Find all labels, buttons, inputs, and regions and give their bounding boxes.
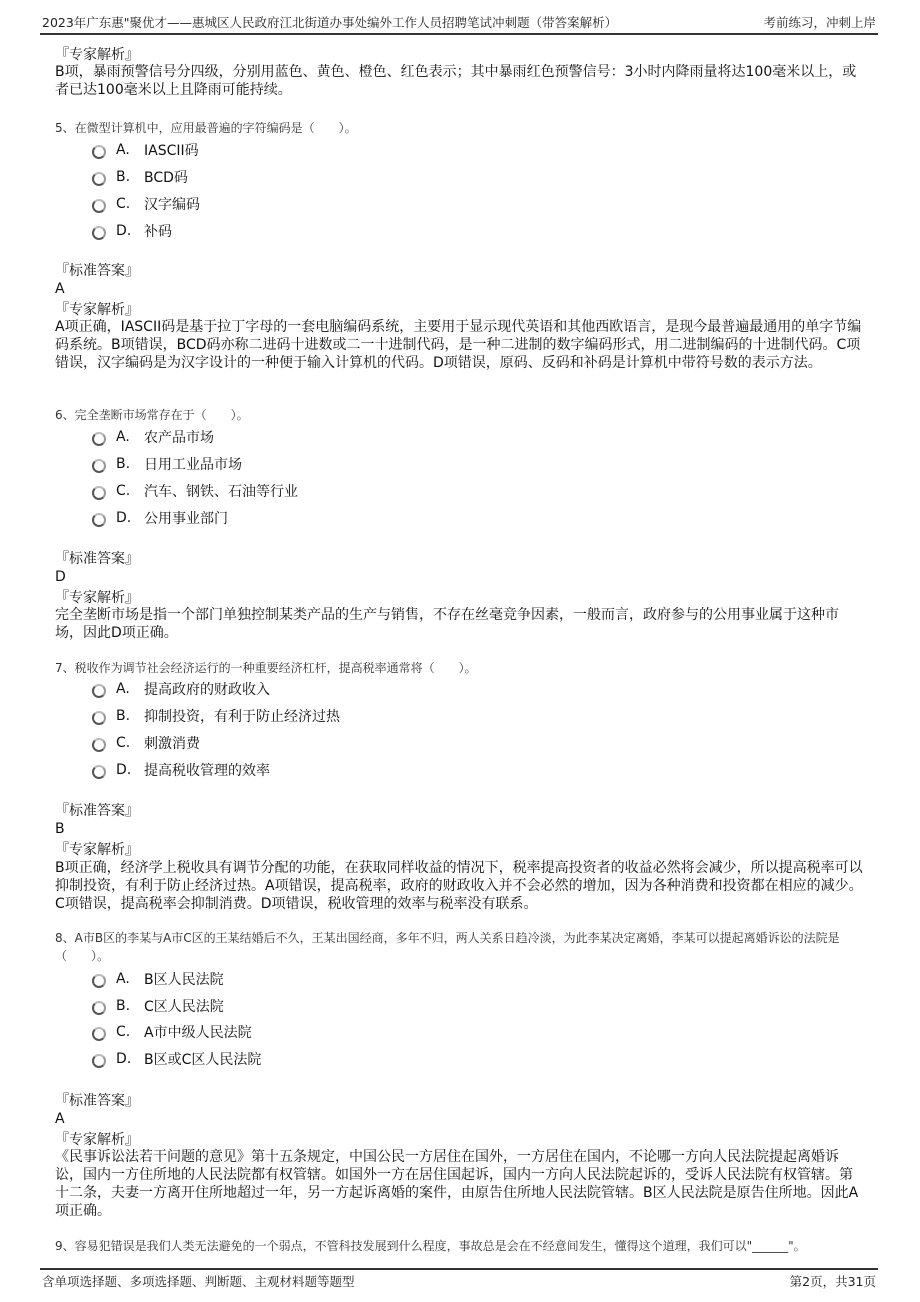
question-6: 6、完全垄断市场常存在于（ ）。	[55, 408, 249, 422]
radio-icon[interactable]	[92, 486, 106, 500]
analysis-label: 『专家解析』	[55, 302, 139, 318]
option-letter: C.	[116, 196, 131, 212]
analysis-label: 『专家解析』	[55, 590, 139, 606]
option-text: 农产品市场	[144, 430, 214, 446]
option-letter: A.	[116, 142, 130, 158]
option-c[interactable]	[92, 1023, 252, 1041]
option-text: 日用工业品市场	[144, 457, 242, 473]
option-letter: D.	[116, 510, 132, 526]
option-text: 刺激消费	[144, 736, 200, 752]
option-letter: C.	[116, 1024, 131, 1040]
option-letter: C.	[116, 735, 131, 751]
option-a[interactable]	[92, 970, 224, 988]
analysis-label: 『专家解析』	[55, 47, 139, 63]
answer-label: 『标准答案』	[55, 263, 139, 279]
option-letter: A.	[116, 429, 130, 445]
analysis-text: A项正确，IASCII码是基于拉丁字母的一套电脑编码系统，主要用于显示现代英语和其他西欧语言，是现今最普遍最通用的单字节编码系统。B项错误，BCD码亦称二进码十进数或二一十进制代码，是一种二进制的数字编码形式，用二进制编码的十进制代码。C项错误，汉字编码是为汉字设计的一种便于输入计算机的代码。D项错误，原码、反码和补码是计算机中带符号数的表示方法。	[55, 319, 862, 371]
radio-icon[interactable]	[92, 765, 106, 779]
option-letter: B.	[116, 708, 131, 724]
option-d[interactable]	[92, 1050, 261, 1068]
radio-icon[interactable]	[92, 711, 106, 725]
option-text: A市中级人民法院	[144, 1025, 252, 1041]
option-text: 公用事业部门	[144, 511, 228, 527]
analysis-text: B项正确，经济学上税收具有调节分配的功能，在获取同样收益的情况下，税率提高投资者的收益必然将会减少，所以提高税率可以抑制投资，有利于防止经济过热。A项错误，提高税率，政府的财政收入并不会必然的增加，因为各种消费和投资都在相应的减少。C项错误，提高税率会抑制消费。D项错误，税收管理的效率与税率没有联系。	[55, 860, 863, 912]
analysis-text: B项，暴雨预警信号分四级，分别用蓝色、黄色、橙色、红色表示；其中暴雨红色预警信号：3小时内降雨量将达100毫米以上，或者已达100毫米以上且降雨可能持续。	[55, 64, 857, 98]
option-b[interactable]	[92, 455, 242, 473]
option-text: 汉字编码	[144, 197, 200, 213]
radio-icon[interactable]	[92, 684, 106, 698]
answer-value: A	[55, 281, 65, 297]
radio-icon[interactable]	[92, 1054, 106, 1068]
option-b[interactable]	[92, 168, 188, 186]
radio-icon[interactable]	[92, 199, 106, 213]
option-letter: B.	[116, 998, 131, 1014]
option-text: 汽车、钢铁、石油等行业	[144, 484, 298, 500]
option-a[interactable]	[92, 680, 270, 698]
answer-value: A	[55, 1111, 65, 1127]
header-slogan: 考前练习，冲刺上岸	[763, 15, 876, 30]
answer-value: B	[55, 821, 65, 837]
option-letter: C.	[116, 483, 131, 499]
analysis-text: 《民事诉讼法若干问题的意见》第十五条规定，中国公民一方居住在国外，一方居住在国内，不论哪一方向人民法院提起离婚诉讼，国内一方住所地的人民法院都有权管辖。如国外一方在居住国起诉，国内一方向人民法院起诉的，受诉人民法院有权管辖。第十二条，夫妻一方离开住所地超过一年，另一方起诉离婚的案件，由原告住所地人民法院管辖。B区人民法院是原告住所地。因此A项正确。	[55, 1149, 859, 1219]
radio-icon[interactable]	[92, 432, 106, 446]
option-text: B区或C区人民法院	[144, 1052, 262, 1068]
question-9: 9、容易犯错误是我们人类无法避免的一个弱点，不管科技发展到什么程度，事故总是会在不经意间发生，懂得这个道理，我们可以"______"。	[55, 1239, 806, 1253]
radio-icon[interactable]	[92, 974, 106, 988]
option-c[interactable]	[92, 482, 298, 500]
option-b[interactable]	[92, 707, 340, 725]
radio-icon[interactable]	[92, 226, 106, 240]
option-text: B区人民法院	[144, 972, 224, 988]
radio-icon[interactable]	[92, 1001, 106, 1015]
option-text: 抑制投资，有利于防止经济过热	[144, 709, 340, 725]
footer-rule	[40, 1268, 878, 1270]
option-letter: D.	[116, 762, 132, 778]
option-text: BCD码	[144, 170, 188, 186]
option-letter: D.	[116, 223, 132, 239]
radio-icon[interactable]	[92, 145, 106, 159]
footer-note: 含单项选择题、多项选择题、判断题、主观材料题等题型	[42, 1274, 355, 1289]
radio-icon[interactable]	[92, 172, 106, 186]
analysis-text: 完全垄断市场是指一个部门单独控制某类产品的生产与销售，不存在丝毫竞争因素，一般而言，政府参与的公用事业属于这种市场，因此D项正确。	[55, 607, 839, 641]
option-letter: A.	[116, 681, 130, 697]
option-text: 提高政府的财政收入	[144, 682, 270, 698]
answer-label: 『标准答案』	[55, 1093, 139, 1109]
question-8: 8、A市B区的李某与A市C区的王某结婚后不久，王某出国经商，多年不归，两人关系日趋冷淡，为此李某决定离婚，李某可以提起离婚诉讼的法院是（ ）。	[55, 931, 840, 963]
answer-label: 『标准答案』	[55, 551, 139, 567]
option-b[interactable]	[92, 997, 224, 1015]
answer-label: 『标准答案』	[55, 803, 139, 819]
option-d[interactable]	[92, 509, 228, 527]
radio-icon[interactable]	[92, 513, 106, 527]
analysis-label: 『专家解析』	[55, 1132, 139, 1148]
option-c[interactable]	[92, 195, 200, 213]
radio-icon[interactable]	[92, 738, 106, 752]
option-letter: A.	[116, 971, 130, 987]
option-a[interactable]	[92, 428, 214, 446]
option-letter: D.	[116, 1051, 132, 1067]
option-a[interactable]	[92, 141, 199, 159]
option-text: 提高税收管理的效率	[144, 763, 270, 779]
header-rule	[40, 33, 878, 35]
option-d[interactable]	[92, 222, 172, 240]
option-text: IASCII码	[144, 143, 199, 159]
radio-icon[interactable]	[92, 1027, 106, 1041]
header-title: 2023年广东惠"聚优才——惠城区人民政府江北街道办事处编外工作人员招聘笔试冲刺题（带答案解析）	[42, 15, 618, 30]
answer-value: D	[55, 569, 66, 585]
analysis-label: 『专家解析』	[55, 842, 139, 858]
option-letter: B.	[116, 456, 131, 472]
option-letter: B.	[116, 169, 131, 185]
option-d[interactable]	[92, 761, 270, 779]
page-number: 第2页，共31页	[789, 1274, 876, 1289]
question-5: 5、在微型计算机中，应用最普遍的字符编码是（ ）。	[55, 121, 357, 135]
option-text: C区人民法院	[144, 999, 224, 1015]
option-text: 补码	[144, 224, 172, 240]
radio-icon[interactable]	[92, 459, 106, 473]
option-c[interactable]	[92, 734, 200, 752]
question-7: 7、税收作为调节社会经济运行的一种重要经济杠杆，提高税率通常将（ ）。	[55, 661, 477, 675]
